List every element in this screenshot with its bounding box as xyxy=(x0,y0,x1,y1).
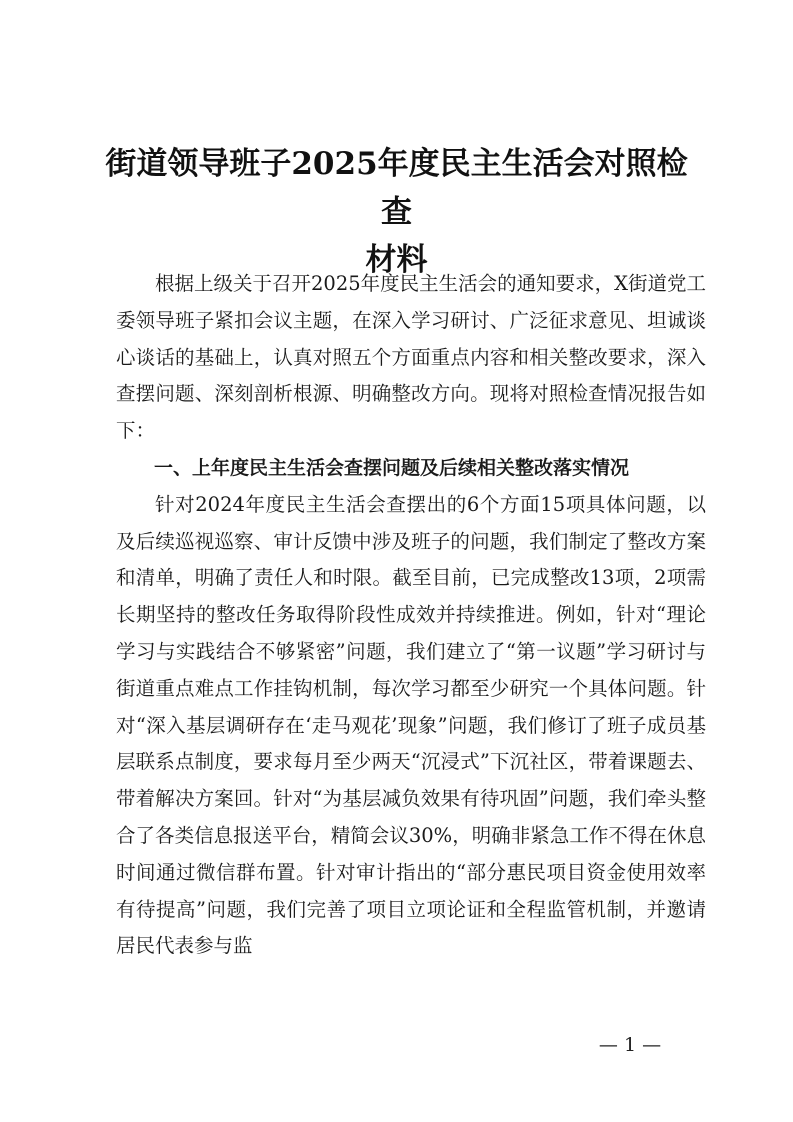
document-title xyxy=(100,140,693,284)
page-number: — 1 — xyxy=(598,1034,662,1056)
document-body xyxy=(116,266,706,965)
intro-paragraph: 根据上级关于召开2025年度民主生活会的通知要求，X街道党工委领导班子紧扣会议主题，在深入学习研讨、广泛征求意见、坦诚谈心谈话的基础上，认真对照五个方面重点内容和相关整改要求，深入查摆问题、深刻剖析根源、明确整改方向。现将对照检查情况报告如下： xyxy=(116,272,707,443)
section-1-paragraph: 针对2024年度民主生活会查摆出的6个方面15项具体问题，以及后续巡视巡察、审计反馈中涉及班子的问题，我们制定了整改方案和清单，明确了责任人和时限。截至目前，已完成整改13项，2项需长期坚持的整改任务取得阶段性成效并持续推进。例如，针对“理论学习与实践结合不够紧密”问题，我们建立了“第一议题”学习研讨与街道重点难点工作挂钩机制，每次学习都至少研究一个具体问题。针对“深入基层调研存在‘走马观花’现象”问题，我们修订了班子成员基层联系点制度，要求每月至少两天“沉浸式”下沉社区，带着课题去、带着解决方案回。针对“为基层减负效果有待巩固”问题，我们牵头整合了各类信息报送平台，精简会议30%，明确非紧急工作不得在休息时间通过微信群布置。针对审计指出的“部分惠民项目资金使用效率有待提高”问题，我们完善了项目立项论证和全程监管机制，并邀请居民代表参与监 xyxy=(116,492,706,958)
title-line-2: 材料 xyxy=(365,242,428,278)
title-line-1: 街道领导班子2025年度民主生活会对照检查 xyxy=(105,146,688,230)
section-heading-1: 一、上年度民主生活会查摆问题及后续相关整改落实情况 xyxy=(154,456,630,479)
